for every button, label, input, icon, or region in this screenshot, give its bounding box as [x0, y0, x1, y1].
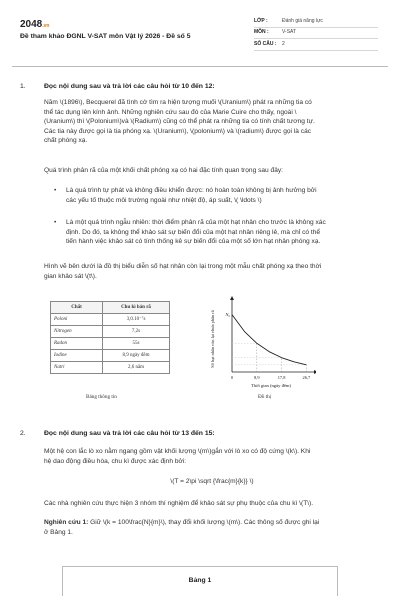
table-row [51, 326, 170, 338]
table-header: Chất [51, 302, 103, 314]
question-heading-text: Đọc nội dung sau và trả lời các câu hỏi từ 10 đến 12: [44, 83, 215, 90]
bullet-icon: • [54, 219, 57, 226]
table-header-row [51, 302, 170, 314]
meta-row-subject [254, 28, 378, 40]
meta-row-count [254, 39, 378, 51]
table-cell: 2,6 năm [103, 362, 170, 374]
meta-value: 2 [282, 40, 285, 47]
question-heading-text: Đọc nội dung sau và trả lời các câu hỏi từ 13 đến 15: [44, 430, 215, 437]
q2-paragraph-2: Các nhà nghiên cứu thực hiện 3 nhóm thí nghiệm để khảo sát sự phụ thuộc của chu kì \(T\). [44, 500, 314, 507]
exam-meta [254, 16, 378, 51]
x-tick-label: 26,7 [302, 375, 311, 380]
logo-text: 2048 [20, 19, 43, 30]
table-cell: 3,0.10⁻⁷s [103, 314, 170, 326]
text-line: các yếu tố thuộc môi trường ngoài như nhiệt độ, áp suất, \( \ldots \) [66, 196, 262, 204]
text-line: Hình vẽ bên dưới là đồ thị biểu diễn số hạt nhân còn lại trong một mẫu chất phóng xạ theo thời [44, 263, 322, 270]
question-number: 2. [20, 430, 26, 437]
table-row [51, 362, 170, 374]
table-caption: Bảng thông tin [86, 394, 117, 400]
halflife-table [50, 301, 170, 374]
decay-chart [196, 294, 316, 390]
text-line: Là một quá trình ngẫu nhiên: thời điểm phân rã của một hạt nhân cho trước là không xác [66, 219, 326, 226]
q1-bullet-2 [54, 218, 380, 247]
text-line: Một hệ con lắc lò xo nằm ngang gồm vật khối lượng \(m\)gắn với lò xo có độ cứng \(k\). Khi [44, 448, 311, 455]
study-label: Nghiên cứu 1: [44, 519, 89, 526]
y-start-label: N₀ [225, 312, 230, 318]
text-line: chất phóng xạ. [44, 137, 88, 145]
q1-paragraph-1 [44, 98, 380, 146]
meta-value: V-SAT [282, 29, 297, 36]
table-1-box [62, 566, 338, 596]
text-line: Năm \(1896\), Becquerel đã tình cờ tìm ra hiện tượng muối \(Uranium\) phát ra những tia có [44, 99, 312, 106]
q1-bullet-1 [54, 186, 380, 205]
q1-paragraph-3 [44, 262, 380, 281]
bullet-icon: • [54, 187, 57, 194]
text-line: Là quá trình tự phát và không điều khiển được: nó hoàn toàn không bị ảnh hưởng bởi [66, 187, 317, 194]
period-formula: \(T = 2\pi \sqrt {\frac{m}{k}} \) [170, 478, 254, 485]
question-1-heading [20, 82, 215, 92]
text-line: hệ dao động điều hòa, chu kì được xác định bởi: [44, 457, 187, 465]
text-line: Giữ \(k = 100\frac{N}{m}\), thay đổi khối lượng \(m\). Các thông số được ghi lại [88, 519, 320, 526]
text-line: thể tác dụng lên kính ảnh. Những nghiên cứu sau đó của Marie Cuire cho thấy, ngoài \ [44, 108, 297, 116]
x-tick-label: 0 [230, 375, 234, 380]
x-axis-arrow-icon [314, 370, 316, 374]
meta-row-class [254, 16, 378, 28]
text-line: gian khảo sát \(t\). [44, 272, 97, 280]
y-axis-label: Số hạt nhân còn lại chưa phân rã [210, 310, 215, 368]
table-cell: Nitrogen [51, 326, 103, 338]
q2-paragraph-1 [44, 447, 380, 466]
table-1-title: Bảng 1 [188, 577, 212, 584]
x-tick-label: 8,9 [254, 375, 260, 380]
decay-curve [232, 315, 306, 365]
x-tick-label: 17,8 [277, 375, 286, 380]
text-line: ở Bảng 1. [44, 528, 73, 536]
q2-study-1 [44, 518, 380, 537]
logo[interactable] [20, 18, 49, 33]
question-2-heading [20, 429, 215, 439]
text-line: (Uranium\) thì \(Polonium\)và \(Radium\) cũng có thể phát ra những tia có tính chất tương tự. [44, 118, 315, 126]
logo-suffix: .vn [42, 23, 50, 29]
x-axis-label: Thời gian (ngày đêm) [250, 383, 292, 388]
meta-key: SỐ CÂU : [254, 40, 277, 47]
text-line: Các tia này được gọi là tia phóng xạ. \(Uranium\), \(polonium\) và \(radium\) được gọi là các [44, 127, 312, 135]
table-cell: Iodine [51, 350, 103, 362]
chart-caption: Đồ thị [258, 394, 272, 400]
q1-paragraph-2: Quá trình phân rã của một khối chất phóng xạ có hai đặc tính quan trọng sau đây: [44, 167, 283, 174]
divider [12, 66, 388, 67]
y-axis-arrow-icon [230, 296, 234, 300]
table-cell: 7,2s [103, 326, 170, 338]
table-row [51, 338, 170, 350]
table-row [51, 350, 170, 362]
table-header: Chu kì bán rã [103, 302, 170, 314]
document-title: Đề tham khảo ĐGNL V-SAT môn Vật lý 2026 - Đề số 5 [20, 33, 191, 40]
table-cell: Radon [51, 338, 103, 350]
question-number: 1. [20, 83, 26, 90]
table-row [51, 314, 170, 326]
table-cell: Natri [51, 362, 103, 374]
table-cell: 55s [103, 338, 170, 350]
table-cell: Poloni [51, 314, 103, 326]
text-line: định. Do đó, ta không thể khảo sát sự biến đổi của một hạt nhân riêng lẻ, mà chỉ có thể [66, 228, 321, 236]
meta-key: LỚP : [254, 17, 268, 24]
text-line: tiến hành việc khảo sát có tính thống kê sự biến đổi của một số lớn hạt nhân phóng xạ. [66, 238, 321, 246]
table-cell: 8,9 ngày đêm [103, 350, 170, 362]
meta-key: MÔN : [254, 29, 269, 36]
meta-value: Đánh giá năng lực [282, 17, 323, 24]
